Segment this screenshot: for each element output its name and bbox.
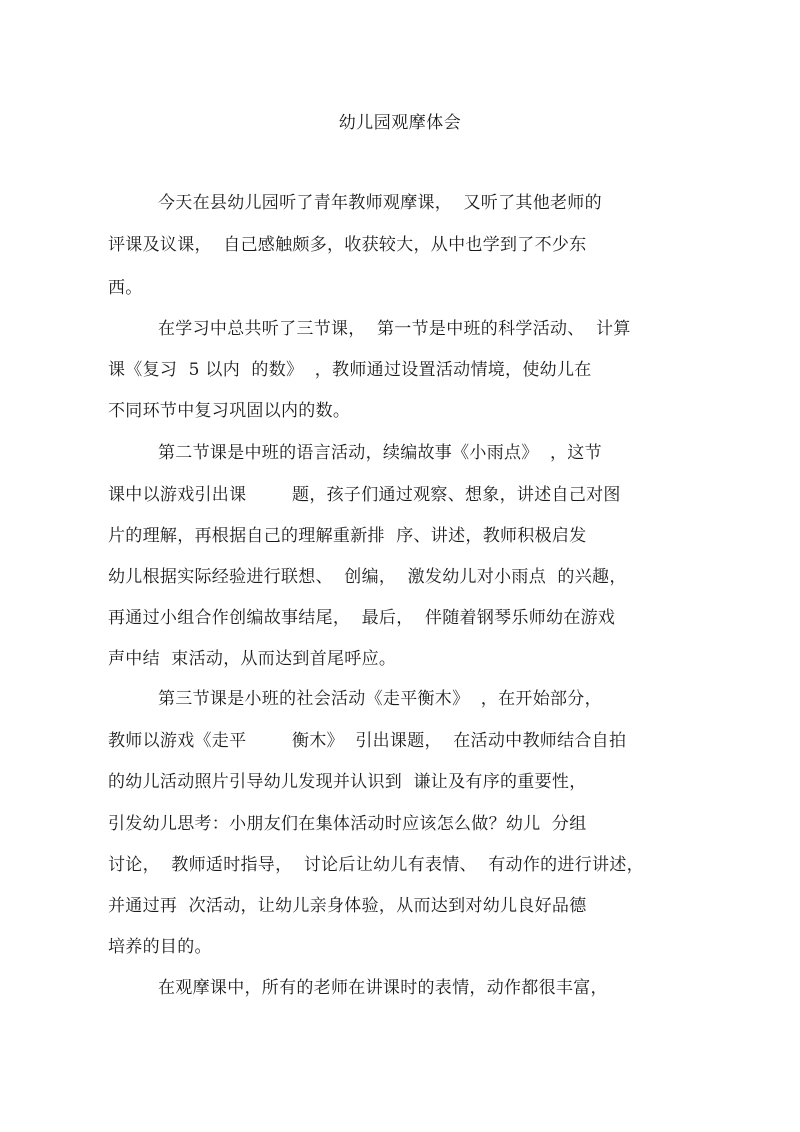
text-line: 在学习中总共听了三节课， 第一节是中班的科学活动、 计算 — [158, 319, 631, 339]
text-line: 第三节课是小班的社会活动《走平衡木》 ，在开始部分， — [158, 689, 602, 709]
text-line: 的幼儿活动照片引导幼儿发现并认识到 谦让及有序的重要性， — [108, 772, 587, 792]
text-line: 教师以游戏《走平 衡木》 引出课题， 在活动中教师结合自拍 — [108, 731, 627, 751]
text-line: 讨论， 教师适时指导， 讨论后让幼儿有表情、 有动作的进行讲述， — [108, 855, 644, 875]
text-line: 在观摩课中，所有的老师在讲课时的表情，动作都很丰富， — [158, 978, 608, 998]
text-line: 再通过小组合作创编故事结尾， 最后， 伴随着钢琴乐师幼在游戏 — [108, 608, 616, 628]
text-line: 西。 — [108, 278, 143, 298]
text-line: 第二节课是中班的语言活动，续编故事《小雨点》 ，这节 — [158, 443, 602, 463]
document-title: 幼儿园观摩体会 — [338, 113, 462, 133]
text-line: 声中结 束活动，从而达到首尾呼应。 — [108, 649, 397, 669]
text-line: 引发幼儿思考：小朋友们在集体活动时应该怎么做？幼儿 分组 — [108, 814, 587, 834]
text-line: 课中以游戏引出课 题，孩子们通过观察、想象，讲述自己对图 — [108, 485, 621, 505]
text-line: 幼儿根据实际经验进行联想、 创编， 激发幼儿对小雨点 的兴趣， — [108, 567, 627, 587]
text-line: 课《复习 5 以内 的数》 ，教师通过设置活动情境，使幼儿在 — [108, 360, 592, 380]
text-line: 培养的目的。 — [108, 937, 212, 957]
text-line: 片的理解，再根据自己的理解重新排 序、讲述，教师积极启发 — [108, 526, 587, 546]
text-line: 评课及议课， 自己感触颇多，收获较大，从中也学到了不少东 — [108, 235, 587, 255]
text-line: 今天在县幼儿园听了青年教师观摩课， 又听了其他老师的 — [158, 193, 602, 213]
text-line: 并通过再 次活动，让幼儿亲身体验，从而达到对幼儿良好品德 — [108, 896, 587, 916]
text-line: 不同环节中复习巩固以内的数。 — [108, 401, 351, 421]
